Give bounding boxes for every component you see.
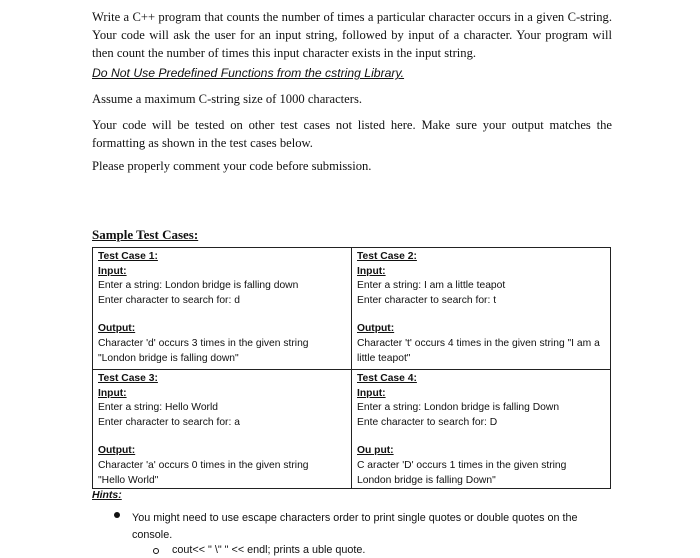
test-case-2-input-label: Input: [357,265,386,277]
test-case-3-cell [93,370,352,489]
test-case-3-output-line: Character 'a' occurs 0 times in the given string [98,459,309,471]
testing-note: Your code will be tested on other test cases not listed here. Make sure your output matches the formatting as shown in the test cases below. [92,118,612,150]
test-case-3-char-line: Enter character to search for: a [98,416,240,428]
test-case-1-input-line: Enter a string: London bridge is falling down [98,280,299,292]
test-cases-table [92,247,611,489]
hint-bullet-text: You might need to use escape characters order to print single quotes or double quotes on the console. [132,512,578,541]
test-case-2-char-line: Enter character to search for: t [357,294,497,306]
comment-note: Please properly comment your code before submission. [92,159,372,173]
max-size-note: Assume a maximum C-string size of 1000 characters. [92,92,362,106]
test-case-4-char-line: Ente character to search for: D [357,416,498,428]
test-case-1-input-label: Input: [98,265,127,277]
test-case-4-title: Test Case 4: [357,373,417,384]
test-case-3-output-label: Output: [98,445,136,457]
test-case-4-output-line: C aracter 'D' occurs 1 times in the given string [357,459,567,471]
test-case-4-output-string: London bridge is falling Down" [357,474,496,486]
hint-sub-bullet-text: cout<< " \" " << endl; prints a uble quote. [172,544,366,556]
test-case-1-output-string: "London bridge is falling down" [98,352,239,364]
test-case-2-title: Test Case 2: [357,251,417,262]
restriction-note: Do Not Use Predefined Functions from the cstring Library. [92,66,405,80]
test-case-3-output-string: "Hello World" [98,474,159,486]
test-case-1-output-line: Character 'd' occurs 3 times in the given string [98,337,309,349]
test-case-3-input-line: Enter a string: Hello World [98,402,218,414]
test-case-3-title: Test Case 3: [98,373,158,384]
test-case-2-output-label: Output: [357,323,395,335]
test-case-1-cell [93,248,352,370]
test-case-1-char-line: Enter character to search for: d [98,294,240,306]
intro-paragraph: Write a C++ program that counts the number of times a particular character occurs in a given C-string. Your code will ask the user for an input string, followed by input of a character. Your program will then count the number of times this input character exists in the input string. [92,10,612,60]
test-case-2-output-line: Character 't' occurs 4 times in the given string "I am a little teapot" [357,337,600,364]
test-case-4-output-label: Ou put: [357,445,394,457]
sample-test-cases-title: Sample Test Cases: [92,227,199,242]
test-case-3-input-label: Input: [98,387,127,399]
hints-label: Hints: [92,489,122,501]
test-case-2-input-line: Enter a string: I am a little teapot [357,280,506,292]
bullet-dot-icon [114,512,120,518]
test-case-2-cell [352,248,611,370]
test-case-1-output-label: Output: [98,323,136,335]
test-case-1-title: Test Case 1: [98,251,158,262]
test-case-4-cell [352,370,611,489]
sub-bullet-circle-icon [153,548,159,554]
test-case-4-input-line: Enter a string: London bridge is falling Down [357,402,560,414]
test-case-4-input-label: Input: [357,387,386,399]
